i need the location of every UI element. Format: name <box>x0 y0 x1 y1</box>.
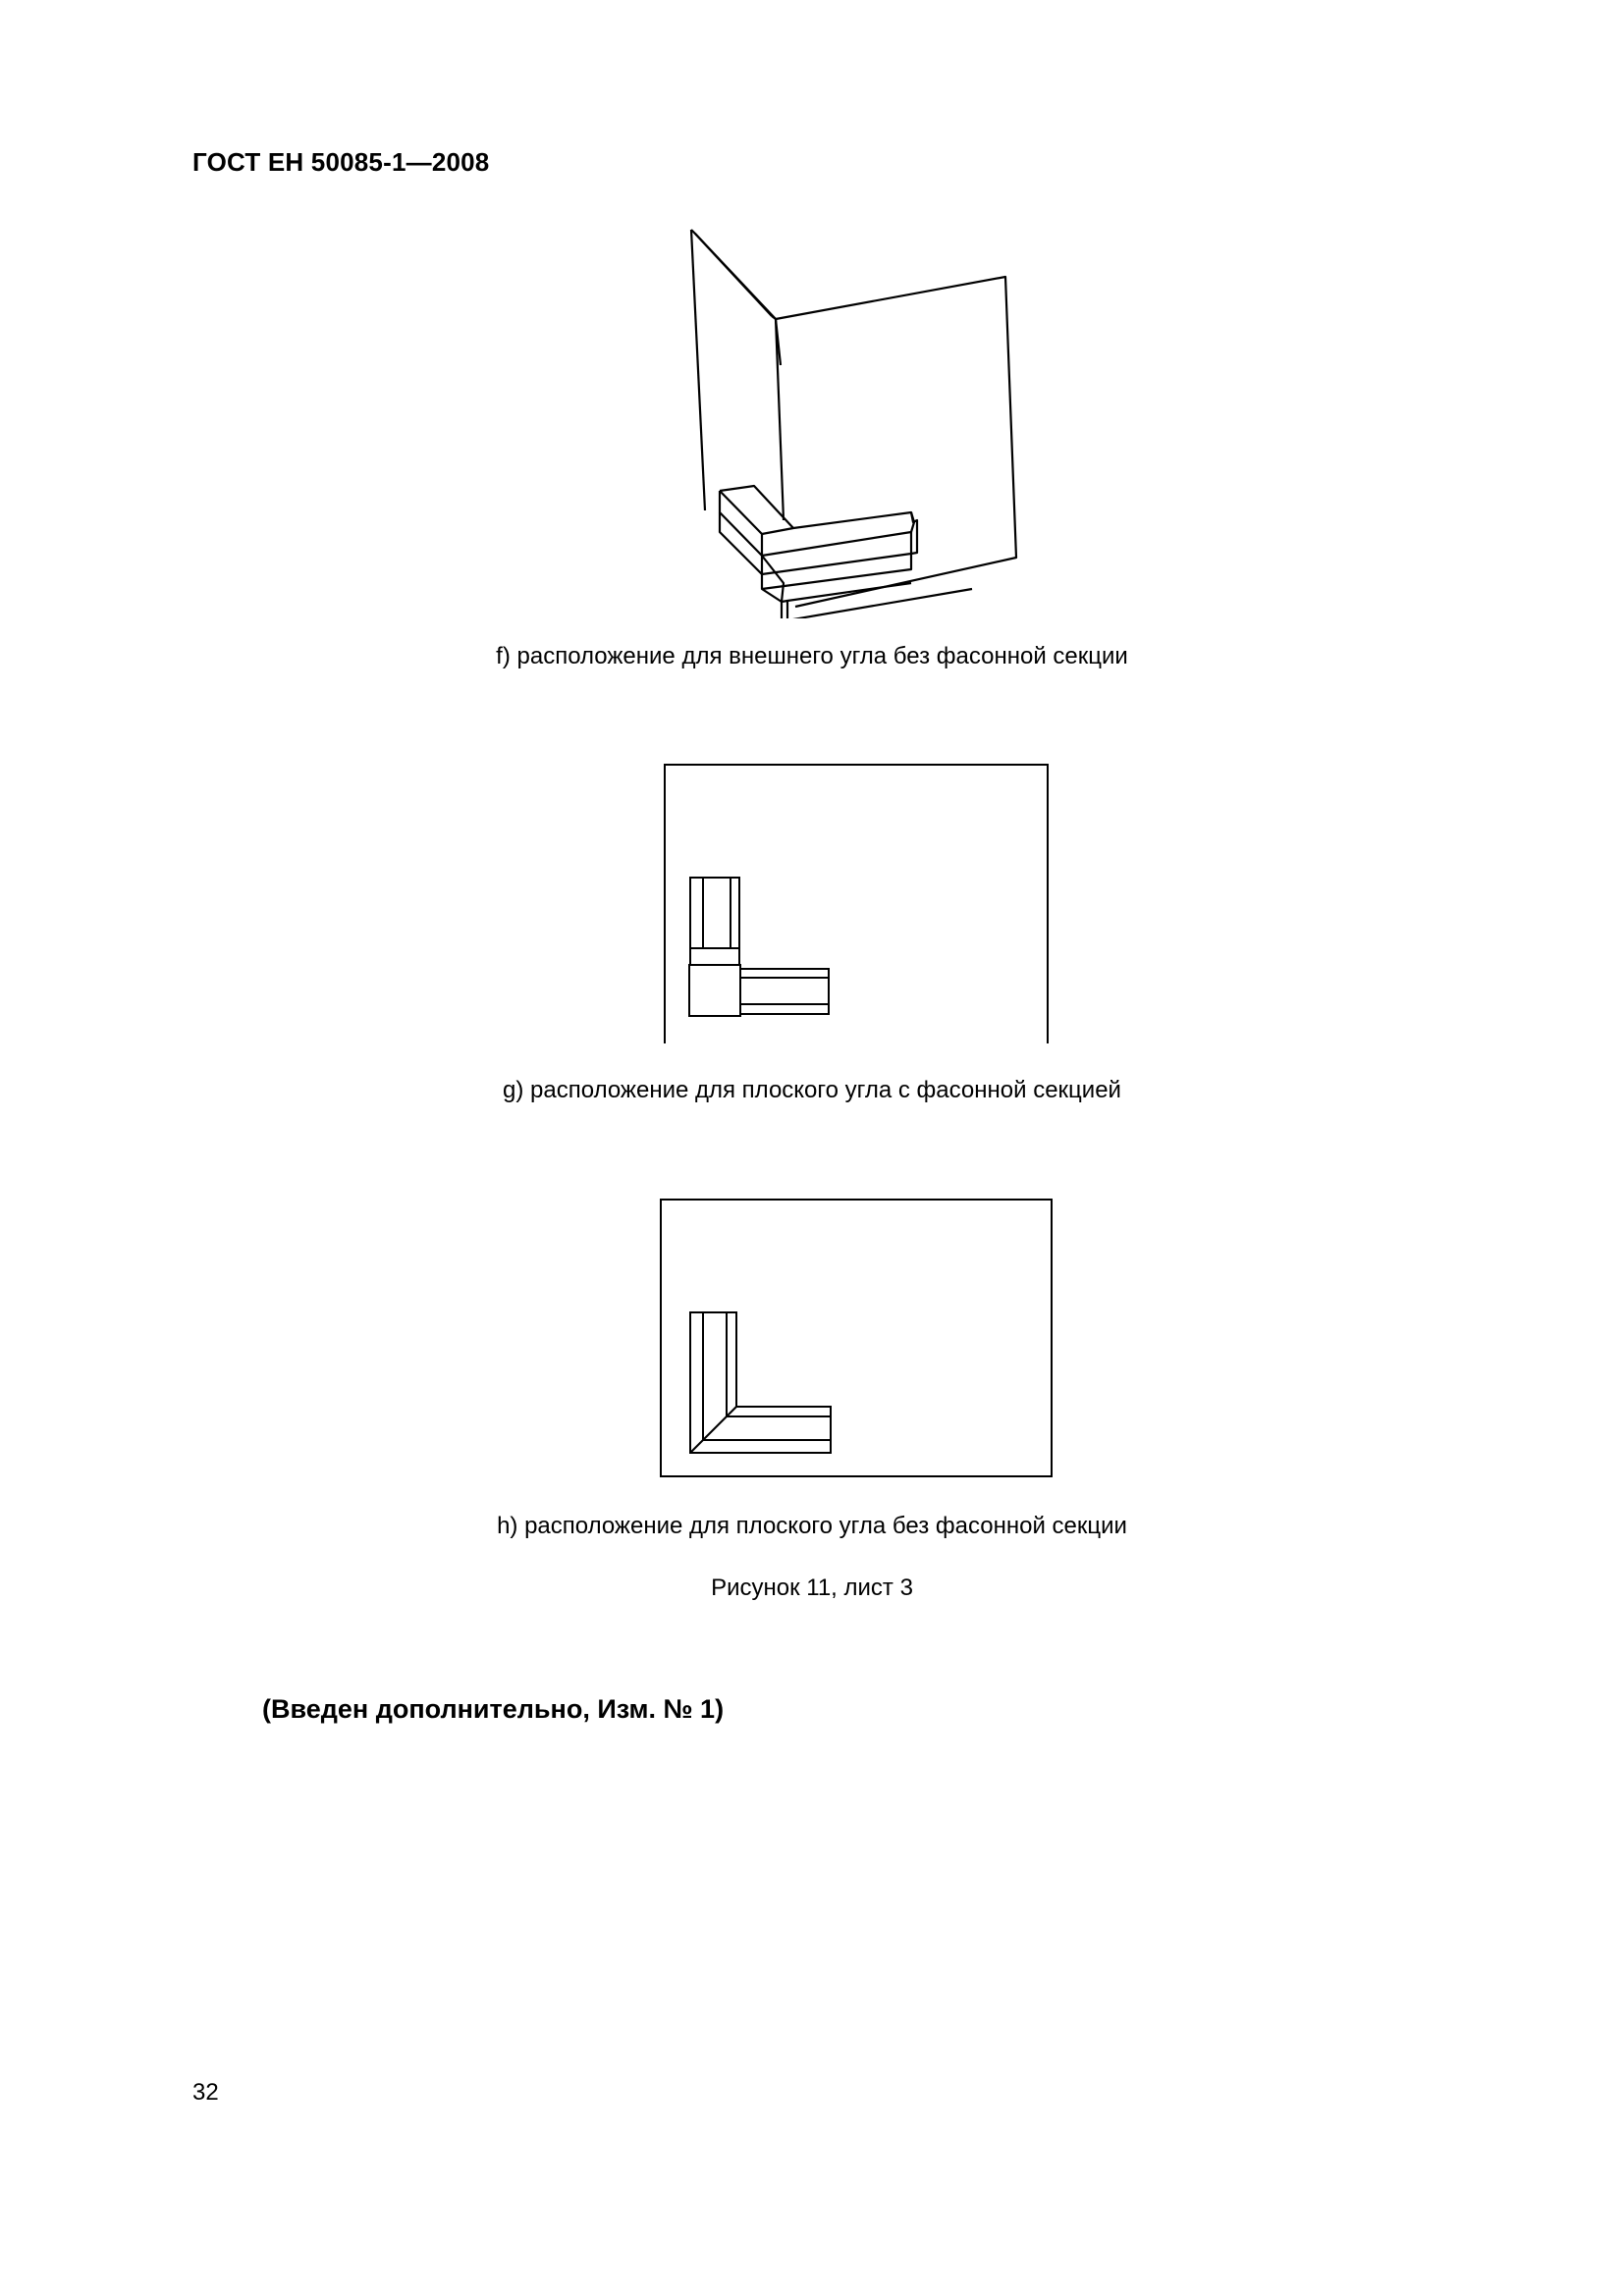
corner-fitting <box>689 965 740 1016</box>
figure-h-drawing <box>660 1199 1055 1479</box>
figure-g-caption: g) расположение для плоского угла с фасонной секцией <box>503 1077 1121 1103</box>
page-number: 32 <box>192 2079 219 2106</box>
figure-g-drawing <box>664 764 1051 1044</box>
horizontal-trunking <box>740 969 829 1014</box>
panel-outline <box>661 1200 1052 1476</box>
figure-f-caption: f) расположение для внешнего угла без фасонной секции <box>496 643 1128 669</box>
figure-f-drawing <box>677 226 1031 618</box>
figure-h-caption: h) расположение для плоского угла без фасонной секции <box>497 1513 1127 1539</box>
amendment-note: (Введен дополнительно, Изм. № 1) <box>262 1694 725 1724</box>
vertical-trunking <box>690 878 739 948</box>
document-header: ГОСТ ЕН 50085-1—2008 <box>192 147 490 177</box>
wall-left-top-edge <box>695 234 781 365</box>
wall-right <box>776 277 1016 607</box>
figure-title: Рисунок 11, лист 3 <box>711 1575 913 1601</box>
wall-left-outer-edge <box>691 230 705 510</box>
